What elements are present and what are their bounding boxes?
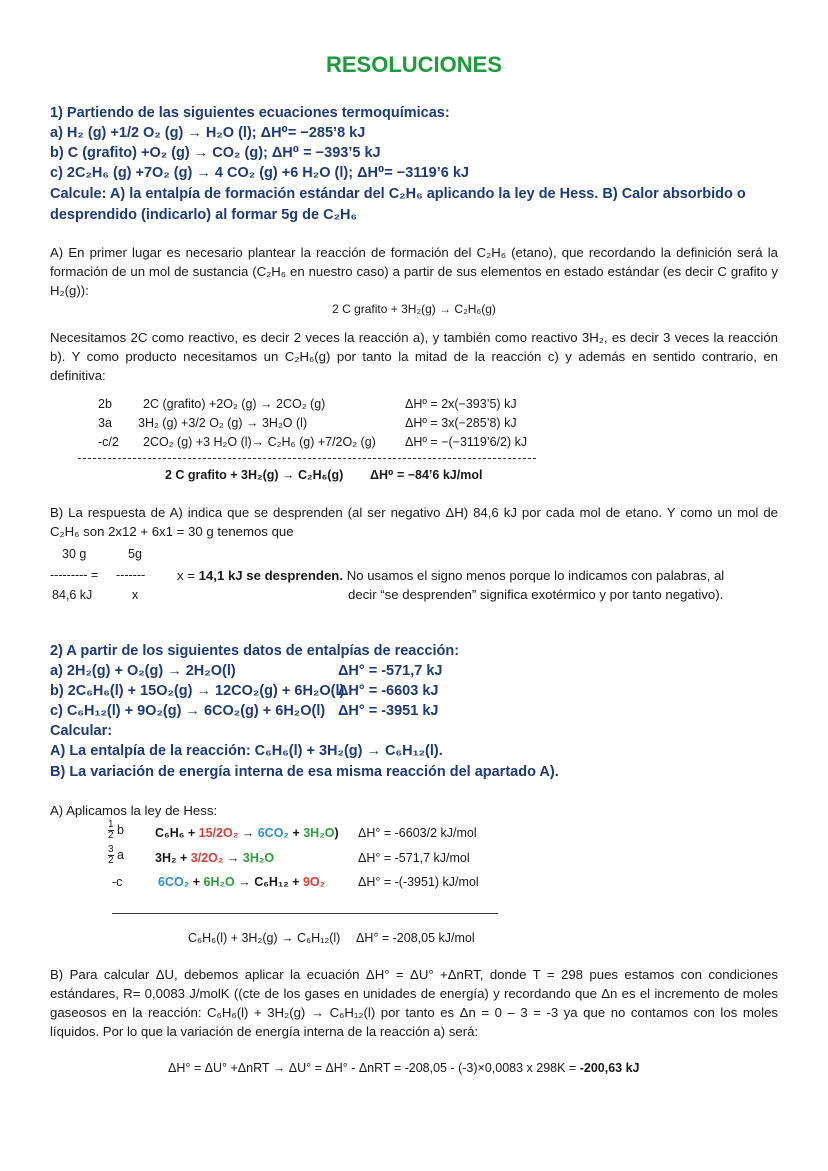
hess-dh-1: ΔHº = 2x(−393’5) kJ (405, 397, 517, 411)
p2-result-reaction: C₆H₆(l) + 3H₂(g) → C₆H₁₂(l) (188, 931, 341, 945)
p2-partB-text: B) Para calcular ΔU, debemos aplicar la ecuación ΔH° = ΔU° +ΔnRT, donde T = 298 pues estamos con condiciones estándares, R= 0,0083 J/molK ((cte de los gases en unidades de energía) y recordando que Δn es el incremento de moles gaseosos en la reacción: C₆H₆(l) + 3H₂(g) → C₆H₁₂(l) por tanto es Δn = 0 – 3 = -3 ya que no contamos con los moles líquidos. Por lo que la variación de energía interna de la reacción a) será: (50, 967, 778, 1039)
p2-row3-dh: ΔH° = -(-3951) kJ/mol (358, 875, 479, 889)
p2-calc-label: Calcular: (50, 723, 113, 739)
hess-reaction-2: 3H₂ (g) +3/2 O₂ (g) → 3H₂O (l) (138, 416, 308, 430)
final-result: -200,63 kJ (579, 1061, 640, 1075)
p2-intro: 2) A partir de los siguientes datos de entalpías de reacción: (50, 643, 460, 659)
p2-result-dh: ΔH° = -208,05 kJ/mol (356, 931, 475, 945)
p1-eq-c: c) 2C₂H₆ (g) +7O₂ (g) → 4 CO₂ (g) +6 H₂O (l); ΔH⁰= −3119’6 kJ (50, 165, 469, 181)
hess-factor-1: 2b (98, 397, 112, 411)
p2-eq-c: c) C₆H₁₂(l) + 9O₂(g) → 6CO₂(g) + 6H₂O(l) (50, 703, 326, 719)
p1-calc-line2: desprendido (indicarlo) al formar 5g de C₂H₆ (50, 207, 358, 223)
p1-eq-b: b) C (grafito) +O₂ (g) → CO₂ (g); ΔH⁰ = −393’5 kJ (50, 145, 381, 161)
p2-qA: A) La entalpía de la reacción: C₆H₆(l) + 3H₂(g) → C₆H₁₂(l). (50, 743, 443, 759)
p2-row3-reaction: 6CO₂ + 6H₂O → C₆H₁₂ + 9O₂ (158, 875, 326, 889)
hess-dh-2: ΔHº = 3x(−285’8) kJ (405, 416, 517, 430)
hess-reaction-1: 2C (grafito) +2O₂ (g) → 2CO₂ (g) (143, 397, 326, 411)
p1-calc-line1: Calcule: A) la entalpía de formación estándar del C₂H₆ aplicando la ley de Hess. B) Calor absorbido o (50, 186, 746, 202)
result-prefix: x = (177, 568, 199, 583)
result-bold: 14,1 kJ se desprenden. (198, 568, 344, 583)
p2-row1-reaction: C₆H₆ + 15/2O₂ → 6CO₂ + 3H₂O) (155, 826, 339, 840)
p1-result-line1 (177, 566, 724, 585)
page-title: RESOLUCIONES (325, 52, 503, 77)
p2-row1-dh: ΔH° = -6603/2 kJ/mol (358, 826, 477, 840)
prop-n1: 30 g (62, 547, 87, 561)
p2-eq-a: a) 2H₂(g) + O₂(g) → 2H₂O(l) (50, 663, 236, 679)
p2-eq-b: b) 2C₆H₆(l) + 15O₂(g) → 12CO₂(g) + 6H₂O(l) (50, 683, 345, 699)
hess-factor-3: -c/2 (98, 435, 119, 449)
p2-row1-factor: $\frac{1}{2}$ b (108, 819, 124, 841)
hess-result-dh: ΔH⁰ = −84’6 kJ/mol (370, 468, 483, 482)
p2-row2-reaction: 3H₂ + 3/2O₂ → 3H₂O (155, 851, 275, 865)
p1-eq-a: a) H₂ (g) +1/2 O₂ (g) → H₂O (l); ΔH⁰= −285’8 kJ (50, 125, 366, 141)
fraction-three-halves: $\frac{3}{2}$ (108, 844, 114, 866)
hess-dh-3: ΔHº = −(−3119’6/2) kJ (405, 435, 528, 449)
hess-reaction-3: 2CO₂ (g) +3 H₂O (l)→ C₂H₆ (g) +7/2O₂ (g) (143, 435, 376, 449)
p2-partA-intro: A) Aplicamos la ley de Hess: (50, 803, 218, 818)
p2-row2-dh: ΔH° = -571,7 kJ/mol (358, 851, 470, 865)
prop-d1: 84,6 kJ (52, 588, 93, 602)
p2-hess-divider (112, 913, 498, 914)
p1-formation-reaction: 2 C grafito + 3H₂(g) → C₂H₆(g) (332, 302, 496, 316)
hess-factor-2: 3a (98, 416, 112, 430)
prop-line1: --------- = (50, 568, 99, 582)
p1-partB-text: B) La respuesta de A) indica que se desprenden (al ser negativo ΔH) 84,6 kJ por cada mol de etano. Y como un mol de C₂H₆ son 2x12 + 6x1 = 30 g tenemos que (50, 505, 778, 539)
p2-row2-factor: $\frac{3}{2}$ a (108, 844, 124, 866)
p2-row3-factor: -c (112, 875, 123, 889)
prop-line2: ------- (116, 568, 146, 582)
p2-eq-c-dh: ΔH° = -3951 kJ (338, 703, 439, 719)
result-rest: No usamos el signo menos porque lo indicamos con palabras, al (343, 568, 725, 583)
p2-final-equation: ΔH° = ΔU° +ΔnRT → ΔU° = ΔH° - ΔnRT = -208,05 - (-3)×0,0083 x 298K = -200,63 kJ (168, 1061, 640, 1075)
p1-partA-text: A) En primer lugar es necesario plantear la reacción de formación del C₂H₆ (etano), que recordando la definición será la formación de un mol de sustancia (C₂H₆ en nuestro caso) a partir de sus elementos en estado estándar (es decir C grafito y H₂(g)): (50, 245, 778, 298)
p2-eq-b-dh: ΔH° = -6603 kJ (338, 683, 439, 699)
p1-result-line2: decir “se desprenden” significa exotérmico y por tanto negativo). (348, 587, 724, 602)
p2-eq-a-dh: ΔH° = -571,7 kJ (338, 663, 443, 679)
prop-n2: 5g (128, 547, 142, 561)
p2-qB: B) La variación de energía interna de esa misma reacción del apartado A). (50, 764, 559, 780)
p1-partA-text2: Necesitamos 2C como reactivo, es decir 2 veces la reacción a), y también como reactivo 3H₂, es decir 3 veces la reacción b). Y como producto necesitamos un C₂H₆(g) por tanto la mitad de la reacción c) y además en sentido contrario, en definitiva: (50, 330, 778, 383)
p1-intro: 1) Partiendo de las siguientes ecuaciones termoquímicas: (50, 105, 450, 121)
hess-result-reaction: 2 C grafito + 3H₂(g) → C₂H₆(g) (165, 468, 344, 482)
prop-d2: x (132, 588, 139, 602)
fraction-half: $\frac{1}{2}$ (108, 819, 114, 841)
hess-divider (78, 458, 536, 459)
